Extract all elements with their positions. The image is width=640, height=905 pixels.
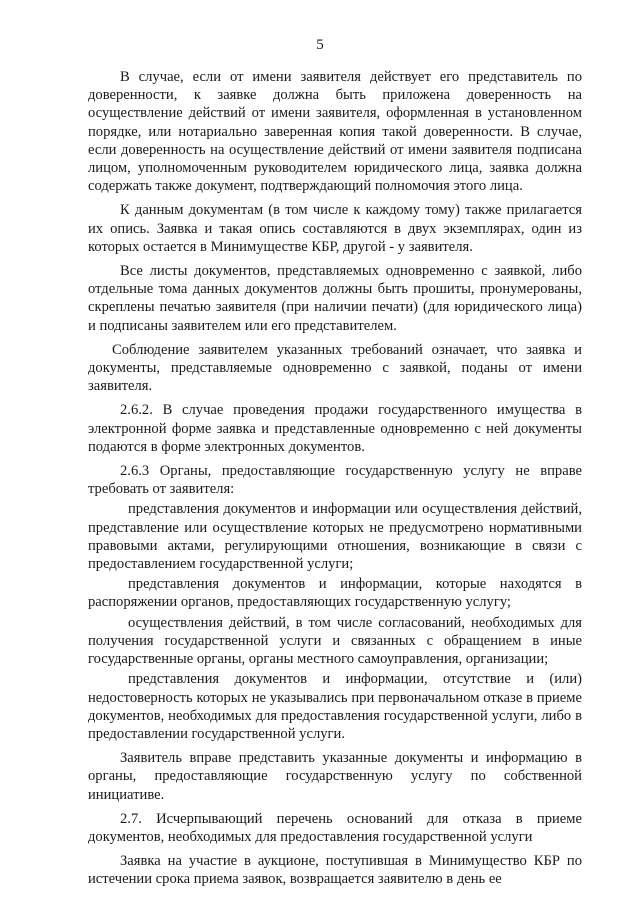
paragraph-2-7: 2.7. Исчерпывающий перечень оснований для отказа в приеме документов, необходимых для предоставления государственной услуги xyxy=(88,810,582,845)
list-item-1: представления документов и информации или осуществления действий, представление или осуществление которых не предусмотрено нормативными правовыми актами, регулирующими отношения, возникающие в связи с предоставлением государственной услуги; xyxy=(88,501,582,573)
paragraph-own-initiative: Заявитель вправе представить указанные документы и информацию в органы, предоставляющие государственную услугу по собственной инициативе. xyxy=(88,750,582,803)
paragraph-inventory: К данным документам (в том числе к каждому тому) также прилагается их опись. Заявка и такая опись составляются в двух экземплярах, один из которых остается в Минимуществе КБР, другой - у заявителя. xyxy=(88,202,582,255)
paragraph-representative: В случае, если от имени заявителя действует его представитель по доверенности, к заявке должна быть приложена доверенность на осуществление действий от имени заявителя, оформленная в установленном порядке, или нотариально заверенная копия такой доверенности. В случае, если доверенность на осуществление действий от имени заявителя подписана лицом, уполномоченным руководителем юридического лица, заявка должна содержать также документ, подтверждающий полномочия этого лица. xyxy=(88,69,582,195)
paragraph-late-application: Заявка на участие в аукционе, поступившая в Минимущество КБР по истечении срока приема заявок, возвращается заявителю в день ее xyxy=(88,853,582,888)
list-item-2: представления документов и информации, которые находятся в распоряжении органов, предоставляющих государственную услугу; xyxy=(88,576,582,611)
paragraph-2-6-3: 2.6.3 Органы, предоставляющие государственную услугу не вправе требовать от заявителя: xyxy=(88,463,582,498)
paragraph-sheets: Все листы документов, представляемых одновременно с заявкой, либо отдельные тома данных документов должны быть прошиты, пронумерованы, скреплены печатью заявителя (при наличии печати) (для юридического лица) и подписаны заявителем или его представителем. xyxy=(88,263,582,334)
paragraph-2-6-2: 2.6.2. В случае проведения продажи государственного имущества в электронной форме заявка и представленные одновременно с ней документы подаются в форме электронных документов. xyxy=(88,402,582,455)
list-item-4: представления документов и информации, отсутствие и (или) недостоверность которых не указывались при первоначальном отказе в приеме документов, необходимых для предоставления государственной услуги, либо в предоставлении государственной услуги. xyxy=(88,671,582,742)
page-number: 5 xyxy=(316,37,324,53)
list-item-3: осуществления действий, в том числе согласований, необходимых для получения государственной услуги и связанных с обращением в иные государственные органы, органы местного самоуправления, организации; xyxy=(88,614,582,668)
paragraph-compliance: Соблюдение заявителем указанных требований означает, что заявка и документы, представляемые одновременно с заявкой, поданы от имени заявителя. xyxy=(88,341,582,395)
document-body xyxy=(88,68,582,895)
